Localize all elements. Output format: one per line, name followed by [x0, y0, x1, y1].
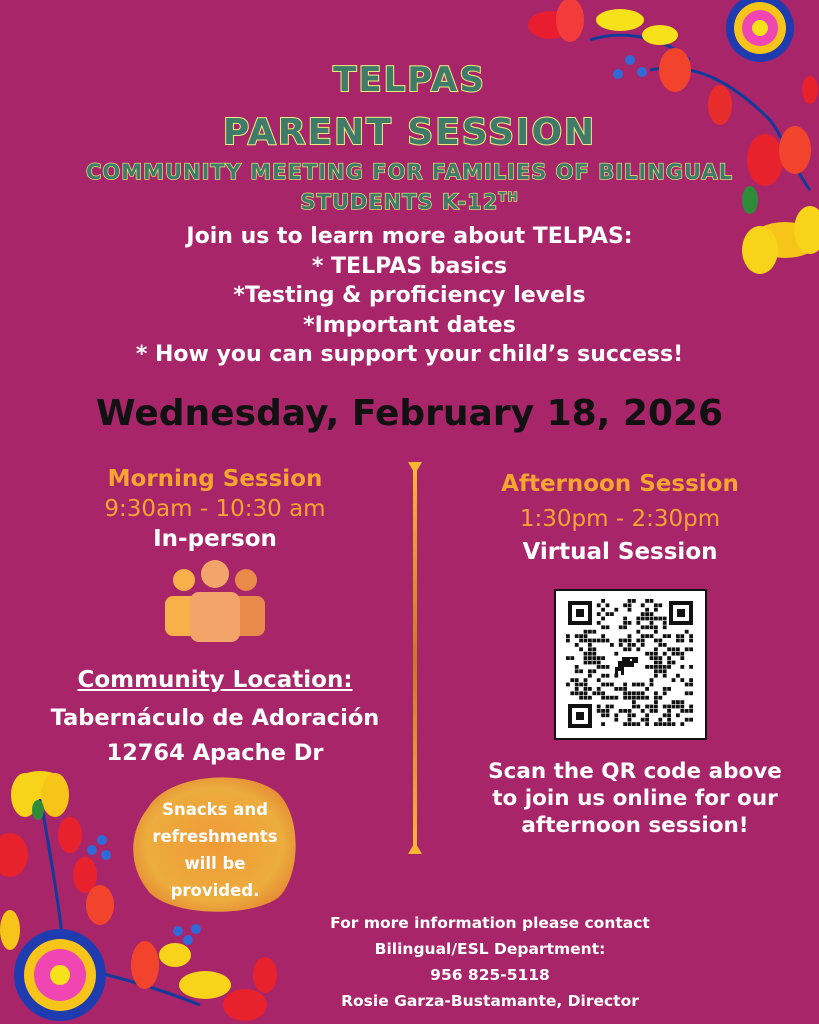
scan-line: Scan the QR code above [488, 759, 782, 784]
people-group-icon [162, 560, 268, 644]
intro-lead: Join us to learn more about TELPAS: [186, 224, 633, 249]
contact-director: Rosie Garza-Bustamante, Director [341, 992, 639, 1010]
snacks-line: will be [184, 854, 246, 873]
intro-block [0, 222, 819, 370]
morning-time: 9:30am - 10:30 am [104, 496, 326, 522]
title-telpas: TELPAS [333, 60, 486, 100]
snacks-line: refreshments [152, 827, 278, 846]
subtitle-line2-text: STUDENTS K-12 [300, 190, 499, 214]
scan-line: afternoon session! [521, 813, 749, 838]
snacks-note [140, 796, 290, 904]
contact-info [290, 910, 690, 1014]
location-address: 12764 Apache Dr [106, 740, 324, 766]
afternoon-heading: Afternoon Session [501, 471, 739, 497]
snacks-line: Snacks and [162, 800, 268, 819]
column-divider [404, 460, 426, 856]
location-name: Tabernáculo de Adoración [50, 705, 380, 731]
contact-line: For more information please contact [330, 914, 650, 932]
subtitle-line1: COMMUNITY MEETING FOR FAMILIES OF BILINGUAL [85, 160, 734, 184]
contact-phone: 956 825-5118 [430, 966, 550, 984]
location-heading: Community Location: [77, 667, 353, 693]
snacks-line: provided. [170, 881, 260, 900]
afternoon-mode: Virtual Session [522, 539, 718, 565]
morning-mode: In-person [153, 526, 277, 552]
title-parent-session: PARENT SESSION [222, 112, 597, 153]
scan-line: to join us online for our [492, 786, 778, 811]
intro-bullet: *Testing & proficiency levels [233, 283, 586, 308]
subtitle-line2 [0, 184, 819, 215]
morning-heading: Morning Session [107, 466, 323, 492]
subtitle-superscript: TH [498, 190, 519, 204]
intro-bullet: * How you can support your child’s success! [135, 342, 684, 367]
intro-bullet: * TELPAS basics [311, 253, 508, 279]
afternoon-time: 1:30pm - 2:30pm [519, 506, 721, 532]
scan-instructions [470, 758, 800, 839]
contact-line: Bilingual/ESL Department: [374, 940, 606, 958]
qr-code[interactable] [554, 589, 707, 740]
qr-code-icon [556, 591, 705, 738]
event-date: Wednesday, February 18, 2026 [95, 393, 724, 434]
intro-bullet: *Important dates [303, 312, 516, 338]
